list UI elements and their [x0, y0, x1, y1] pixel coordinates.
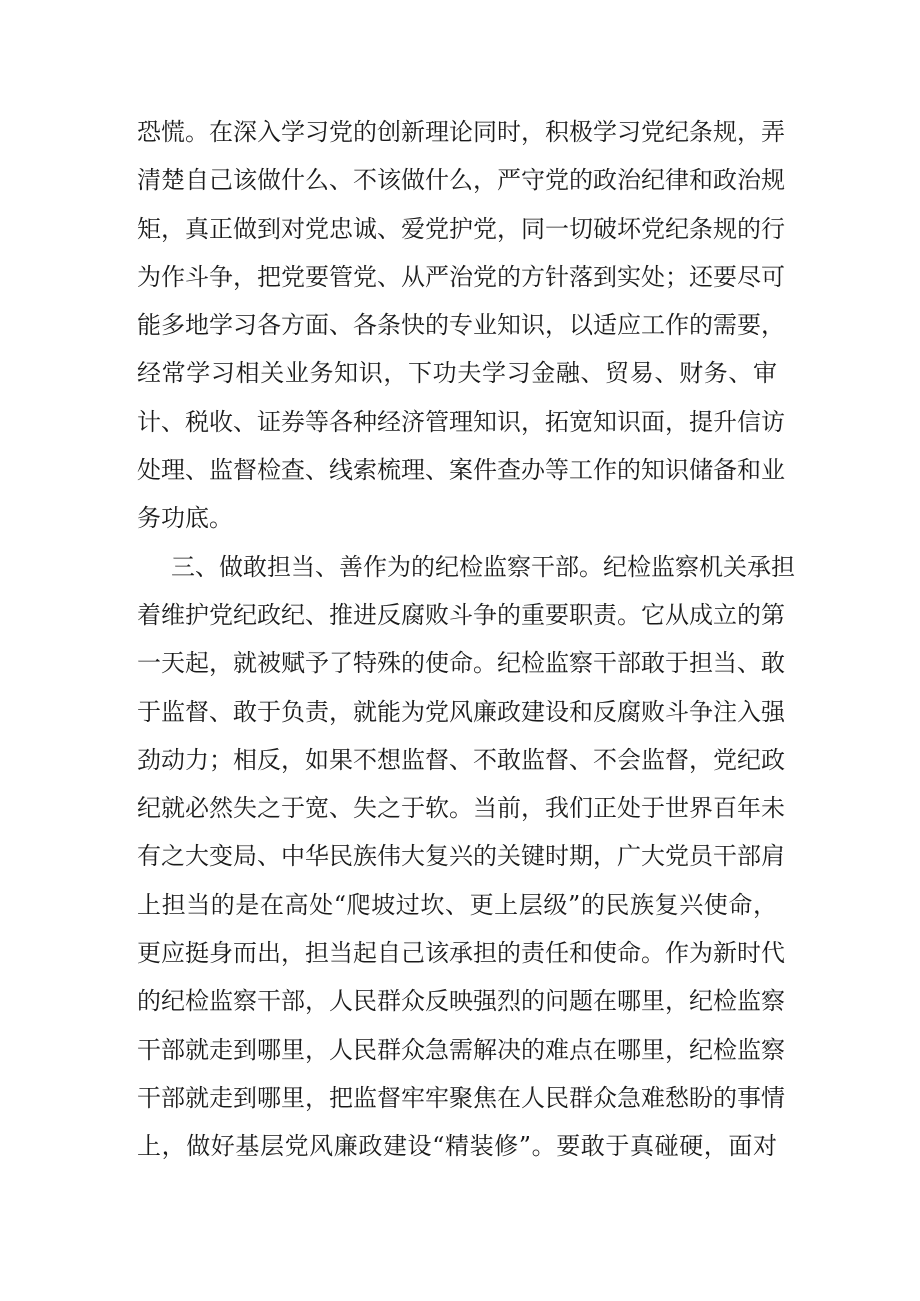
text-line: 干部就走到哪里，人民群众急需解决的难点在哪里，纪检监察: [137, 1035, 785, 1064]
paragraph-section-three: [137, 543, 795, 1171]
text-line: 着维护党纪政纪、推进反腐败斗争的重要职责。它从成立的第: [137, 600, 785, 629]
text-line: 上，做好基层党风廉政建设“精装修”。要敢于真碰硬，面对: [137, 1132, 777, 1161]
text-line: 的纪检监察干部，人民群众反映强烈的问题在哪里，纪检监察: [137, 987, 785, 1016]
text-line: 务功底。: [137, 504, 233, 533]
text-line: 矩，真正做到对党忠诚、爱党护党，同一切破坏党纪条规的行: [137, 214, 785, 243]
text-line: 干部就走到哪里，把监督牢牢聚焦在人民群众急难愁盼的事情: [137, 1083, 785, 1112]
text-line: 处理、监督检查、线索梳理、案件查办等工作的知识储备和业: [137, 456, 785, 485]
text-line: 一天起，就被赋予了特殊的使命。纪检监察干部敢于担当、敢: [137, 649, 785, 678]
text-line: 清楚自己该做什么、不该做什么，严守党的政治纪律和政治规: [137, 166, 785, 195]
text-line: 经常学习相关业务知识，下功夫学习金融、贸易、财务、审: [137, 359, 777, 388]
text-line: 更应挺身而出，担当起自己该承担的责任和使命。作为新时代: [137, 939, 785, 968]
text-line: 计、税收、证券等各种经济管理知识，拓宽知识面，提升信访: [137, 407, 785, 436]
text-line: 劲动力；相反，如果不想监督、不敢监督、不会监督，党纪政: [137, 745, 785, 774]
text-line: 有之大变局、中华民族伟大复兴的关键时期，广大党员干部肩: [137, 842, 785, 871]
text-line: 为作斗争，把党要管党、从严治党的方针落到实处；还要尽可: [137, 262, 785, 291]
text-line: 纪就必然失之于宽、失之于软。当前，我们正处于世界百年未: [137, 794, 785, 823]
text-line: 能多地学习各方面、各条快的专业知识，以适应工作的需要，: [137, 311, 785, 340]
text-line: 上担当的是在高处“爬坡过坎、更上层级”的民族复兴使命，: [137, 890, 777, 919]
document-body: [137, 108, 795, 1171]
text-line: 恐慌。在深入学习党的创新理论同时，积极学习党纪条规，弄: [137, 118, 785, 146]
text-line: 于监督、敢于负责，就能为党风廉政建设和反腐败斗争注入强: [137, 697, 785, 726]
paragraph-continued: [137, 108, 785, 543]
section-heading-line: 三、做敢担当、善作为的纪检监察干部。纪检监察机关承担: [171, 552, 795, 581]
